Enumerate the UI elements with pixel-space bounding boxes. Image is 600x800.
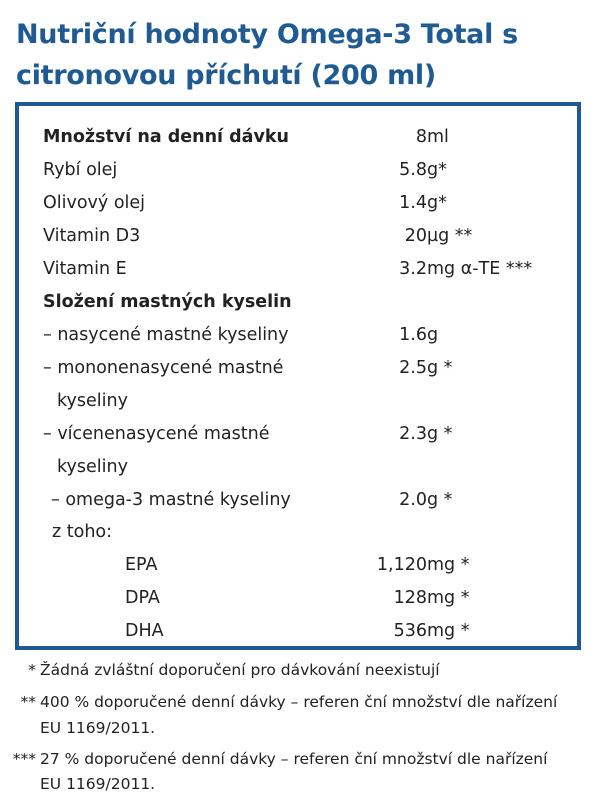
row-label: Olivový olej [43, 193, 146, 213]
row-unit: g * [427, 490, 453, 510]
nutrition-table [15, 102, 581, 650]
row-label: – mononenasycené mastné [43, 358, 284, 378]
row-value: 2.5 [399, 358, 427, 378]
row-unit: mg * [427, 588, 470, 608]
table-row [19, 615, 539, 647]
footnote [12, 745, 548, 773]
row-label: Vitamin D3 [43, 226, 141, 246]
footnote-marker: ** [20, 693, 36, 711]
row-label: – vícenenasycené mastné [43, 424, 270, 444]
row-value: 128 [393, 588, 427, 608]
table-row [19, 582, 539, 614]
title-line-2: citronovou příchutí (200 ml) [16, 60, 436, 91]
section-heading [19, 286, 539, 318]
row-value: 5.8 [399, 160, 427, 180]
footnote-text: 27 % doporučené denní dávky – referen ční množství dle nařízení [40, 750, 548, 768]
table-row [19, 253, 539, 285]
footnote-marker: * [28, 661, 36, 679]
footnote [20, 688, 558, 716]
footnote-text: EU 1169/2011. [40, 719, 156, 737]
row-value: 1.4 [399, 193, 427, 213]
row-unit: g* [427, 160, 447, 180]
row-unit: g * [427, 358, 453, 378]
row-unit: g * [427, 424, 453, 444]
table-row [19, 220, 539, 252]
row-label: DPA [125, 588, 160, 608]
row-value: 1,120 [376, 555, 427, 575]
table-row [19, 187, 539, 219]
row-label: Rybí olej [43, 160, 118, 180]
row-label: Množství na denní dávku [43, 127, 289, 147]
footnote-continuation [40, 770, 155, 798]
table-row [19, 121, 539, 153]
section-heading-label: Složení mastných kyselin [43, 292, 292, 312]
footnote-text: EU 1169/2011. [40, 775, 156, 793]
row-value: 8 [415, 127, 427, 147]
table-row [19, 352, 539, 384]
row-label: DHA [125, 621, 164, 641]
row-label: – nasycené mastné kyseliny [43, 325, 289, 345]
row-value: 1.6 [399, 325, 427, 345]
row-label: Vitamin E [43, 259, 127, 279]
row-value: 2.0 [399, 490, 427, 510]
footnote [28, 656, 440, 684]
footnote-text: Žádná zvláštní doporučení pro dávkování neexistují [40, 661, 440, 679]
sub-heading: z toho: [52, 522, 113, 542]
row-value: 20 [404, 226, 427, 246]
row-label-continuation: kyseliny [57, 457, 128, 477]
table-row [19, 154, 539, 186]
footnote-marker: *** [12, 750, 36, 768]
title-line-1: Nutriční hodnoty Omega-3 Total s [16, 19, 518, 50]
table-row [19, 418, 539, 450]
row-label-continuation: kyseliny [57, 391, 128, 411]
row-value: 3.2 [399, 259, 427, 279]
row-label: EPA [125, 555, 158, 575]
row-unit: g* [427, 193, 447, 213]
footnote-text: 400 % doporučené denní dávky – referen ční množství dle nařízení [40, 693, 558, 711]
table-row [19, 319, 539, 351]
row-value: 536 [393, 621, 427, 641]
row-unit: ml [427, 127, 449, 147]
row-value: 2.3 [399, 424, 427, 444]
footnote-continuation [40, 714, 155, 742]
row-unit: µg ** [427, 226, 473, 246]
table-row [19, 484, 539, 516]
row-unit: mg * [427, 621, 470, 641]
row-label: – omega-3 mastné kyseliny [51, 490, 291, 510]
table-row [19, 549, 539, 581]
row-unit: mg * [427, 555, 470, 575]
row-unit: mg α-TE *** [427, 259, 533, 279]
row-unit: g [427, 325, 439, 345]
page-title [16, 14, 586, 96]
